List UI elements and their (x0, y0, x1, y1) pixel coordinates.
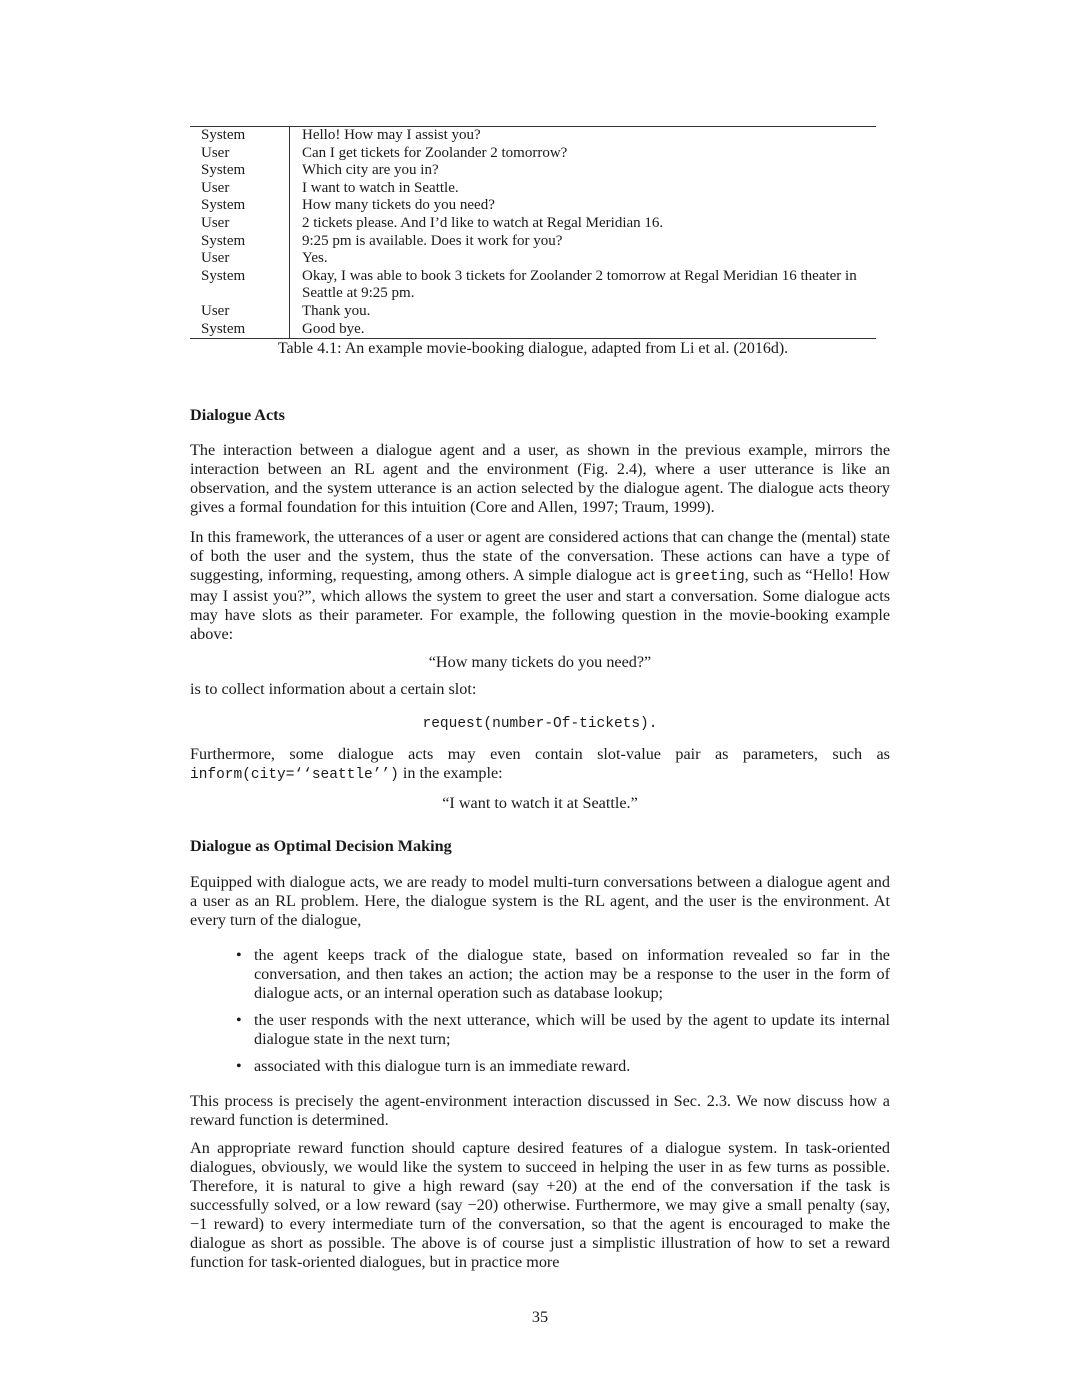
utterance-cell: How many tickets do you need? (302, 197, 495, 214)
text: in the example: (398, 764, 503, 782)
table-row (190, 303, 876, 321)
paragraph: The interaction between a dialogue agent and a user, as shown in the previous example, mirrors the interaction between an RL agent and the environment (Fig. 2.4), where a user utterance is like an observation, and the system utterance is an action selected by the dialogue agent. The dialogue acts theory gives a formal foundation for this intuition (Core and Allen, 1997; Traum, 1999). (190, 441, 890, 516)
list-item-text: the user responds with the next utterance, which will be used by the agent to update its internal dialogue state in the next turn; (254, 1011, 890, 1048)
list-item (190, 1057, 890, 1076)
table-row (190, 145, 876, 163)
paragraph (190, 528, 890, 644)
table-row (190, 127, 876, 145)
list-item-text: associated with this dialogue turn is an immediate reward. (254, 1057, 631, 1075)
inline-code: inform(city=‘‘seattle’’) (190, 767, 399, 783)
heading-text: Dialogue as Optimal Decision Making (190, 837, 452, 855)
paragraph (190, 745, 890, 785)
speaker-cell: System (190, 162, 290, 180)
inline-code: greeting (675, 569, 745, 585)
table-row (190, 321, 876, 339)
paragraph: This process is precisely the agent-environment interaction discussed in Sec. 2.3. We now discuss how a reward function is determined. (190, 1092, 890, 1129)
utterance-cell: 9:25 pm is available. Does it work for you? (302, 232, 563, 249)
bullet-icon: • (236, 1011, 242, 1029)
paragraph: Equipped with dialogue acts, we are ready to model multi-turn conversations between a dialogue agent and a user as an RL problem. Here, the dialogue system is the RL agent, and the user is the environment. At every turn of the dialogue, (190, 873, 890, 929)
speaker-cell: User (190, 145, 290, 163)
utterance-cell: 2 tickets please. And I’d like to watch at Regal Meridian 16. (302, 214, 664, 231)
table-row (190, 215, 876, 233)
dialogue-table (190, 126, 876, 339)
speaker-cell: User (190, 215, 290, 233)
paragraph: is to collect information about a certain slot: (190, 680, 477, 698)
utterance-cell: Good bye. (302, 320, 365, 337)
bullet-icon: • (236, 946, 242, 964)
section-heading-dialogue-acts (190, 406, 890, 425)
text: Furthermore, some dialogue acts may even contain slot-value pair as parameters, such as (190, 745, 890, 763)
utterance-cell: I want to watch in Seattle. (302, 179, 459, 196)
speaker-cell: User (190, 250, 290, 268)
utterance-cell: Can I get tickets for Zoolander 2 tomorrow? (302, 144, 568, 161)
speaker-cell: System (190, 268, 290, 303)
utterance-cell: Thank you. (302, 302, 371, 319)
list-item-text: the agent keeps track of the dialogue state, based on information revealed so far in the conversation, and then takes an action; the action may be a response to the user in the form of dialogue acts, or an internal operation such as database lookup; (254, 946, 890, 1002)
utterance-cell: Okay, I was able to book 3 tickets for Zoolander 2 tomorrow at Regal Meridian 16 theater in Seattle at 9:25 pm. (302, 267, 857, 302)
table-row (190, 250, 876, 268)
section-heading-optimal-decision (190, 837, 890, 856)
page-number: 35 (531, 1308, 549, 1326)
quote: “How many tickets do you need?” (428, 653, 652, 671)
speaker-cell: System (190, 127, 290, 145)
table-row (190, 233, 876, 251)
bullet-icon: • (236, 1057, 242, 1075)
text: , such as “Hello! How may I assist you?”, which allows the system to greet the user and start a conversation. Some dialogue acts may have slots as their parameter. For example, the following question in the movie-booking example above: (190, 566, 891, 643)
speaker-cell: User (190, 180, 290, 198)
table-row (190, 268, 876, 303)
paragraph: An appropriate reward function should capture desired features of a dialogue system. In task-oriented dialogues, obviously, we would like the system to succeed in helping the user in as few turns as possible. Therefore, it is natural to give a high reward (say +20) at the end of the conversation if the task is successfully solved, or a low reward (say −20) otherwise. Furthermore, we may give a small penalty (say, −1 reward) to every intermediate turn of the conversation, so that the agent is encouraged to make the dialogue as short as possible. The above is of course just a simplistic illustration of how to set a reward function for task-oriented dialogues, but in practice more (190, 1139, 890, 1271)
utterance-cell: Yes. (302, 250, 328, 267)
quote: “I want to watch it at Seattle.” (442, 794, 638, 812)
table-row (190, 197, 876, 215)
list-item (190, 1011, 890, 1049)
speaker-cell: System (190, 321, 290, 339)
list-item (190, 946, 890, 1003)
table-caption: Table 4.1: An example movie-booking dialogue, adapted from Li et al. (2016d). (277, 340, 789, 357)
utterance-cell: Which city are you in? (302, 162, 439, 179)
speaker-cell: User (190, 303, 290, 321)
utterance-cell: Hello! How may I assist you? (302, 127, 481, 143)
bullet-list (190, 946, 890, 1084)
speaker-cell: System (190, 233, 290, 251)
table-row (190, 180, 876, 198)
heading-text: Dialogue Acts (190, 406, 285, 424)
speaker-cell: System (190, 197, 290, 215)
text: In this framework, the utterances of a user or agent are considered actions that can change the (mental) state of both the user and the system, thus the state of the conversation. These actions can have a type of suggesting, informing, requesting, among others. A simple dialogue act is (190, 528, 890, 584)
code-block: request(number-Of-tickets). (422, 716, 658, 732)
table-row (190, 162, 876, 180)
